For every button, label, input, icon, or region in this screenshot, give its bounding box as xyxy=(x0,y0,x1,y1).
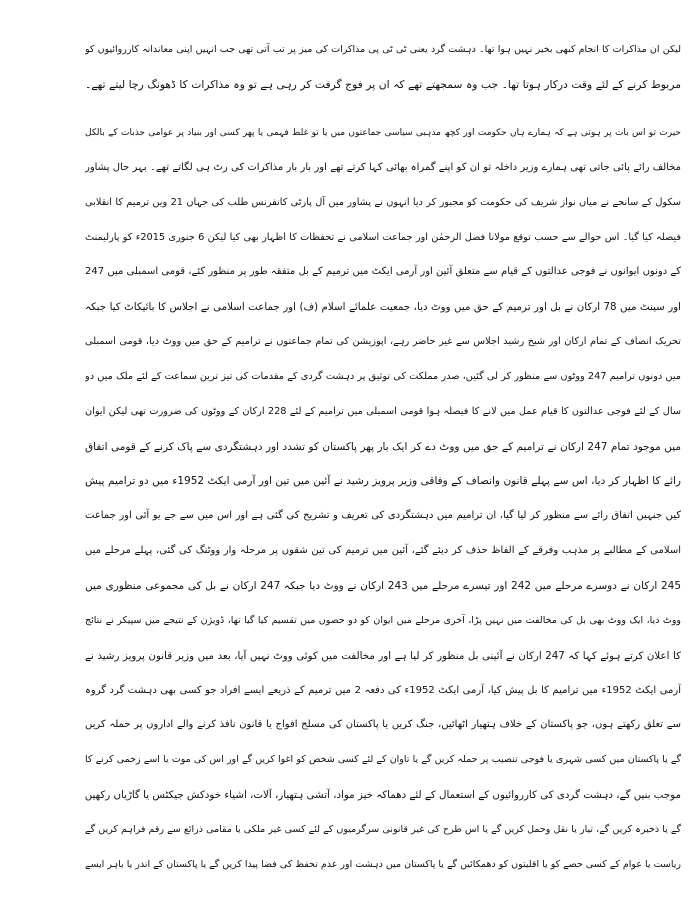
paragraph xyxy=(85,33,681,103)
text-line: فیصلہ کیا گیا۔ اس حوالے سے حسب توقع مولانا فضل الرحمٰن اور جماعت اسلامی نے تحفظات کا اظہار بھی کیا لیکن 6 جنوری 2015ء کو پارلیمنٹ xyxy=(85,231,681,243)
text-line: ریاست یا عوام کے کسی حصے کو یا اقلیتوں کو دھمکائیں گے یا پاکستان میں دہشت اور عدم تحفظ کی فضا پیدا کریں گے یا پاکستان کے اندر یا باہر ایسے xyxy=(85,858,681,870)
text-line: لیکن ان مذاکرات کا انجام کبھی بخیر نہیں ہوا تھا۔ دہشت گرد یعنی ٹی ٹی پی مذاکرات کی میز پر تب آتی تھی جب انہیں اپنی معاندانہ کارروائیوں کو xyxy=(85,44,681,55)
text-line: موجب بنیں گے، دہشت گردی کی کارروائیوں کے استعمال کے لئے دھماکہ خیز مواد، آتشی ہتھیار، آلات، اشیاء خودکش جیکٹس یا گاڑیاں رکھیں xyxy=(85,789,681,802)
text-line: سال کے لئے فوجی عدالتوں کا قیام عمل میں لانے کا فیصلہ ہوا قومی اسمبلی میں ترامیم کے لئے 228 ارکان کے ووٹوں کی ضرورت تھی لیکن ایوان xyxy=(85,405,681,417)
text-line: گے یا ذخیرہ کریں گے، تیار یا نقل وحمل کریں گے یا اس طرح کی غیر قانونی سرگرمیوں کے لئے کسی غیر ملکی یا مقامی ذرائع سے رقم فراہم کریں گے xyxy=(85,823,681,835)
text-line: آرمی ایکٹ 1952ء میں ترامیم کا بل پیش کیا، آرمی ایکٹ 1952ء کی دفعہ 2 میں ترمیم کے ذریعے ایسے افراد جو کسی بھی دہشت گرد گروہ xyxy=(85,684,681,696)
text-line: میں موجود تمام 247 ارکان نے ترامیم کے حق میں ووٹ دے کر ایک بار پھر پاکستان کو تشدد اور دہشتگردی سے پاک کرنے کے قومی اتفاق xyxy=(85,440,681,453)
text-line: 245 ارکان نے دوسرے مرحلے میں 242 اور تیسرے مرحلے میں 243 ارکان نے ووٹ دیا جبکہ 247 ارکان نے بل کی مجموعی منظوری میں xyxy=(85,579,681,592)
text-line: میں دونوں ترامیم 247 ووٹوں سے منظور کر لی گئیں، صدر مملکت کی توثیق پر دہشت گردی کے مقدمات کی تیز ترین سماعت کے لئے ملک میں دو xyxy=(85,370,681,382)
text-line: گے یا پاکستان میں کسی شہری یا فوجی تنصیب پر حملہ کریں گے یا تاوان کے لئے کسی شخص کو اغوا کریں گے اور اس کی موت یا اسے زخمی کرنے کا xyxy=(85,754,681,766)
text-line: کے دونوں ایوانوں نے فوجی عدالتوں کے قیام سے متعلق آئین اور آرمی ایکٹ میں ترمیم کے بل متفقہ طور پر منظور کئے، قومی اسمبلی میں 247 xyxy=(85,266,681,278)
paragraph xyxy=(85,116,681,883)
text-line: اسلامی کے مطالبے پر مذہب وفرقے کے الفاظ حذف کر دیئے گئے، آئین میں ترمیم کی تین شقوں پر مرحلہ وار ووٹنگ کی گئی، پہلے مرحلے میں xyxy=(85,545,681,557)
text-line: تحریک انصاف کے تمام ارکان اور شیخ رشید اجلاس سے غیر حاضر رہے، اپوزیشن کی تمام جماعتوں نے ترامیم کے حق میں ووٹ دیا، قومی اسمبلی xyxy=(85,336,681,348)
text-line: مربوط کرنے کے لئے وقت درکار ہوتا تھا۔ جب وہ سمجھتے تھے کہ ان پر فوج گرفت کر رہی ہے تو وہ مذاکرات کا ڈھونگ رچا لیتے تھے۔ xyxy=(85,77,681,91)
text-line: ووٹ دیا، ایک ووٹ بھی بل کی مخالفت میں نہیں پڑا، آخری مرحلے میں ایوان کو دو حصوں میں تقسیم کیا گیا تھا، ڈویژن کے نتیجے میں سپیکر نے نتائج xyxy=(85,614,681,626)
text-line: مخالف رائے پائی جاتی تھی ہمارے وزیر داخلہ تو ان کو اپنے گمراہ بھائی کہا کرتے تھے اور بار بار مذاکرات کی رٹ ہی لگاتے تھے۔ بہر حال پشاور xyxy=(85,161,681,173)
text-line: اور سینٹ میں 78 ارکان نے بل اور ترمیم کے حق میں ووٹ دیا، جمعیت علمائے اسلام (ف) اور جماعت اسلامی نے اجلاس کا بائیکاٹ کیا جبکہ xyxy=(85,301,681,314)
text-line: سکول کے سانحے نے میاں نواز شریف کی حکومت کو مجبور کر دیا انہوں نے پشاور میں آل پارٹی کانفرنس طلب کی جہاں 21 ویں ترمیم کا انقلابی xyxy=(85,196,681,208)
text-line: رائے کا اظہار کر دیا، اس سے پہلے قانون وانصاف کے وفاقی وزیر پرویز رشید نے آئین میں تین اور آرمی ایکٹ 1952ء میں دو ترامیم پیش xyxy=(85,475,681,488)
text-line: کا اعلان کرتے ہوئے کہا کہ 247 ارکان نے آئینی بل منظور کر لیا ہے اور مخالفت میں کوئی ووٹ نہیں آیا، بعد میں وزیر قانون پرویز رشید نے xyxy=(85,649,681,662)
text-line: کیں جنہیں اتفاق رائے سے منظور کر لیا گیا، ان ترامیم میں دہشتگردی کی تعریف و تشریح کی گئی ہے اور اس میں سے جے یو آئی اور جماعت xyxy=(85,510,681,522)
text-line: سے تعلق رکھتے ہوں، جو پاکستان کے خلاف ہتھیار اٹھائیں، جنگ کریں یا پاکستان کی مسلح افواج یا قانون نافذ کرنے والے اداروں پر حملہ کریں xyxy=(85,719,681,731)
text-line: حیرت تو اس بات پر ہوتی ہے کہ ہمارے ہاں حکومت اور کچھ مذہبی سیاسی جماعتوں میں یا تو غلط فہمی یا پھر کسی اور بنیاد پر عوامی جذبات کے بالکل xyxy=(85,128,681,138)
